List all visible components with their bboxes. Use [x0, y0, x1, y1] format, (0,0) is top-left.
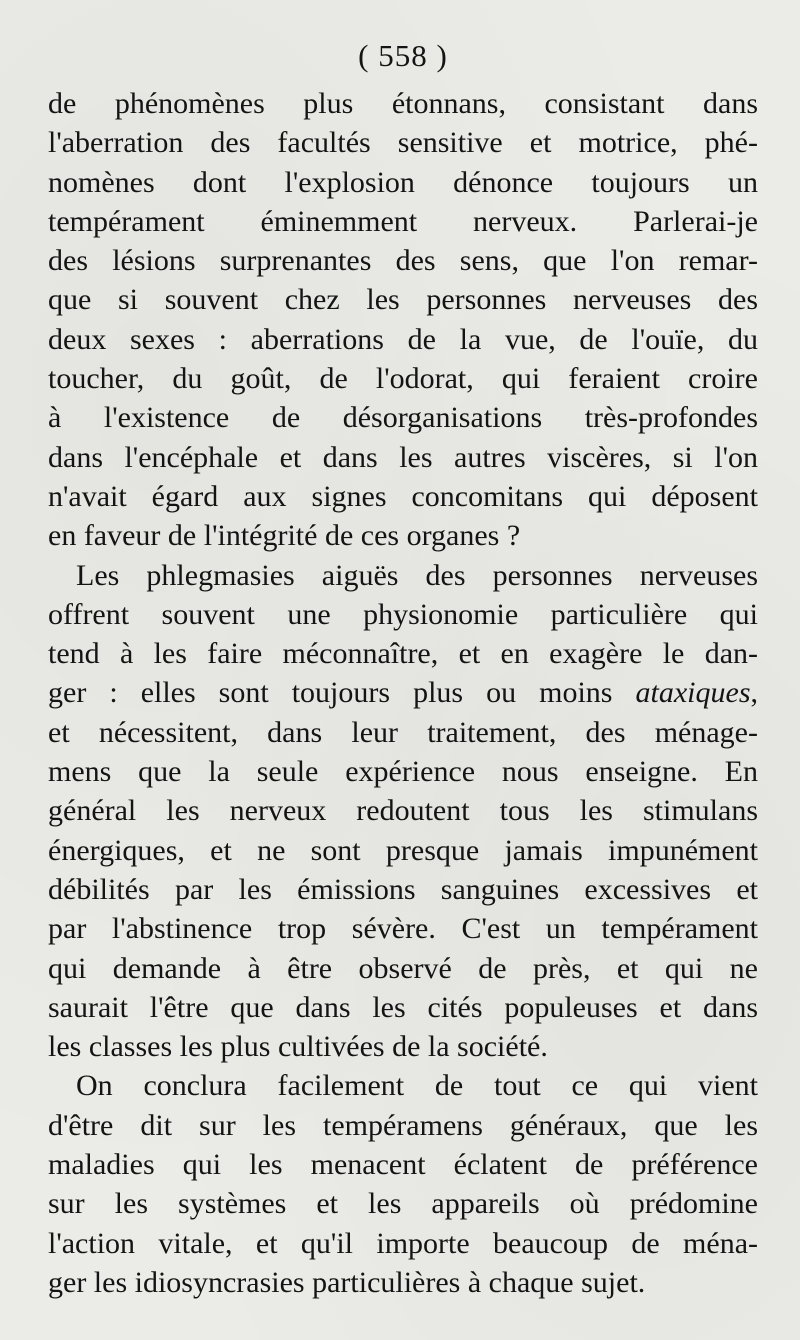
text-line: mens que la seule expérience nous enseigne. En [48, 755, 758, 789]
text-line: offrent souvent une physionomie particulière qui [48, 597, 758, 631]
text-line: toucher, du goût, de l'odorat, qui feraient croire [48, 362, 758, 396]
page-number: ( 558 ) [358, 38, 448, 73]
text-line: énergiques, et ne sont presque jamais impunément [48, 833, 758, 867]
text-line: nomènes dont l'explosion dénonce toujours un [48, 165, 758, 199]
paragraph-1 [48, 84, 758, 556]
text-line: tend à les faire méconnaître, et en exagère le dan- [48, 637, 758, 671]
text-line: d'être dit sur les tempéramens généraux, que les [48, 1108, 758, 1142]
text-segment: ger : elles sont toujours plus ou moins [48, 676, 636, 710]
text-line: tempérament éminemment nerveux. Parlerai-je [48, 204, 758, 238]
text-line: sur les systèmes et les appareils où prédomine [48, 1187, 758, 1221]
text-line: que si souvent chez les personnes nerveuses des [48, 283, 758, 317]
text-line-with-italic [48, 673, 758, 712]
text-line: Les phlegmasies aiguës des personnes nerveuses [76, 558, 758, 592]
text-line: par l'abstinence trop sévère. C'est un tempérament [48, 912, 758, 946]
text-line: de phénomènes plus étonnans, consistant dans [48, 87, 758, 120]
text-line: l'action vitale, et qu'il importe beaucoup de ména- [48, 1226, 758, 1260]
text-line: les classes les plus cultivées de la société. [48, 1030, 548, 1064]
italic-word: ataxiques [635, 676, 751, 710]
text-line: en faveur de l'intégrité de ces organes ? [48, 519, 521, 553]
text-line: débilités par les émissions sanguines excessives et [48, 872, 758, 906]
text-line: ger les idiosyncrasies particulières à chaque sujet. [48, 1265, 646, 1299]
text-line: n'avait égard aux signes concomitans qui déposent [48, 479, 758, 513]
text-line: maladies qui les menacent éclatent de préférence [48, 1148, 758, 1182]
text-line: qui demande à être observé de près, et qui ne [48, 951, 758, 985]
text-line: des lésions surprenantes des sens, que l'on remar- [48, 244, 758, 278]
text-line: à l'existence de désorganisations très-profondes [48, 401, 758, 435]
text-line: On conclura facilement de tout ce qui vient [76, 1069, 758, 1103]
text-line: saurait l'être que dans les cités populeuses et dans [48, 990, 758, 1024]
text-line: deux sexes : aberrations de la vue, de l'ouïe, du [48, 322, 758, 356]
text-line: dans l'encéphale et dans les autres viscères, si l'on [48, 440, 758, 474]
text-line: l'aberration des facultés sensitive et motrice, phé- [48, 126, 758, 160]
paragraph-2 [48, 556, 758, 1067]
paragraph-3 [48, 1066, 758, 1302]
punctuation: , [750, 676, 758, 710]
text-line: et nécessitent, dans leur traitement, des ménage- [48, 715, 758, 749]
text-line: général les nerveux redoutent tous les stimulans [48, 794, 758, 828]
